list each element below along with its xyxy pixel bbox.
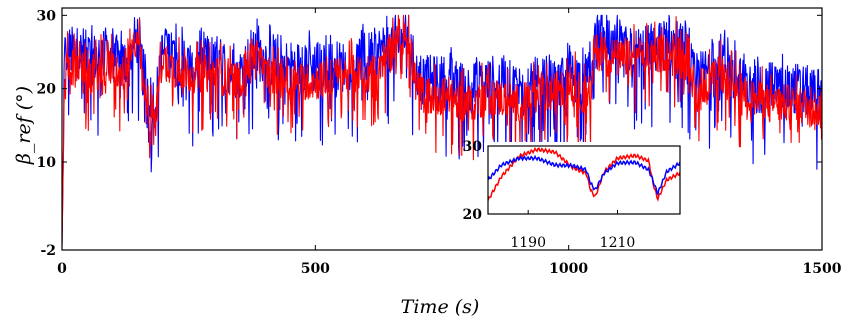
x-axis-label: Time (s) [400,296,480,318]
x-tick-label: 0 [57,261,67,277]
y-tick-label: 10 [36,155,56,171]
x-tick-label: 1500 [802,261,842,277]
inset-x-tick-label: 1190 [510,235,547,251]
y-tick-label: -2 [40,243,56,259]
x-tick-label: 1000 [549,261,589,277]
y-tick-label: 30 [36,8,56,25]
y-axis-label: β_ref (°) [13,85,35,165]
main-plot [62,8,822,250]
series-blue-line [62,15,822,246]
x-tick-label: 500 [300,261,330,277]
inset-y-tick-label: 30 [462,139,482,155]
inset-y-tick-label: 20 [462,207,482,223]
inset-background [484,142,684,218]
y-tick-label: 20 [36,81,56,98]
inset-x-tick-label: 1210 [599,235,636,251]
inset-plot [484,142,684,218]
